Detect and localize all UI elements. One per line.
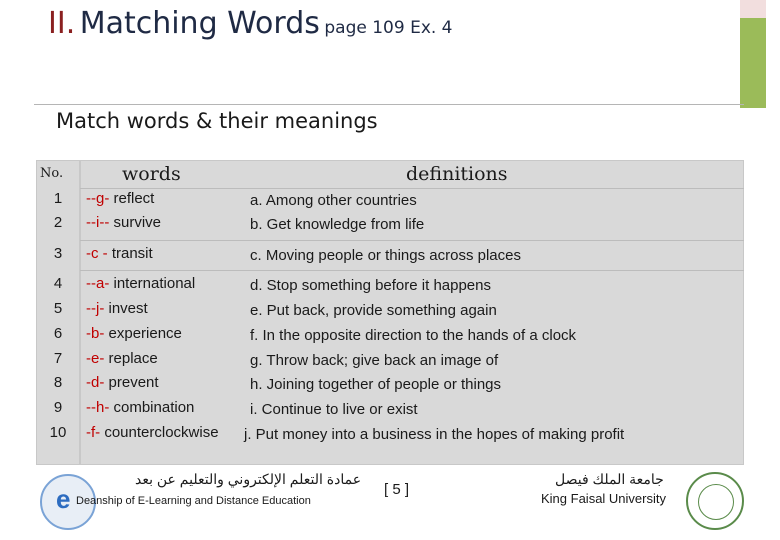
word-cell <box>86 245 153 262</box>
table-row <box>36 214 744 238</box>
elearning-logo-icon: e <box>40 474 96 530</box>
matching-table <box>36 160 744 465</box>
answer-letter: --h- <box>86 399 110 416</box>
header-no: No. <box>40 166 64 181</box>
definition-cell: f. In the opposite direction to the hands of a clock <box>250 327 577 344</box>
row-divider <box>80 240 744 241</box>
word-text: experience <box>104 325 182 342</box>
answer-letter: -c - <box>86 245 108 262</box>
answer-letter: -e- <box>86 350 105 367</box>
university-seal-icon <box>686 472 744 530</box>
table-row <box>36 374 744 398</box>
title-page-ref: page 109 Ex. 4 <box>324 18 453 38</box>
word-cell <box>86 350 158 367</box>
word-text: prevent <box>104 374 159 391</box>
deanship-english: Deanship of E-Learning and Distance Education <box>76 495 311 507</box>
word-cell <box>86 300 148 317</box>
word-cell <box>86 214 161 231</box>
word-text: reflect <box>109 190 155 207</box>
row-divider <box>80 270 744 271</box>
answer-letter: --a- <box>86 275 110 292</box>
table-row <box>36 190 744 214</box>
instructions-text: Match words & their meanings <box>56 109 378 133</box>
row-number: 1 <box>53 190 63 207</box>
table-row <box>36 245 744 269</box>
definition-cell: c. Moving people or things across places <box>250 247 521 264</box>
word-cell <box>86 325 182 342</box>
word-text: transit <box>107 245 153 262</box>
page-number: [ 5 ] <box>384 481 410 498</box>
row-number: 4 <box>53 275 63 292</box>
title-text: Matching Words <box>79 6 320 41</box>
table-row <box>36 399 744 423</box>
row-number: 7 <box>53 350 63 367</box>
word-cell <box>86 374 159 391</box>
word-cell <box>86 190 154 207</box>
row-number: 3 <box>53 245 63 262</box>
row-number: 5 <box>53 300 63 317</box>
word-text: survive <box>109 214 162 231</box>
row-number: 10 <box>49 424 67 441</box>
accent-bar-top <box>740 0 766 18</box>
university-arabic: جامعة الملك فيصل <box>555 471 664 487</box>
deanship-arabic: عمادة التعلم الإلكتروني والتعليم عن بعد <box>135 471 362 487</box>
table-row <box>36 275 744 299</box>
footer <box>0 468 780 540</box>
title-divider <box>34 104 744 105</box>
row-number: 6 <box>53 325 63 342</box>
definition-cell: a. Among other countries <box>250 192 417 209</box>
table-row <box>36 350 744 374</box>
table-row <box>36 300 744 324</box>
word-cell <box>86 275 195 292</box>
answer-letter: --g- <box>86 190 110 207</box>
word-cell <box>86 424 219 441</box>
university-english: King Faisal University <box>541 491 666 506</box>
definition-cell: g. Throw back; give back an image of <box>250 352 499 369</box>
word-text: counterclockwise <box>100 424 219 441</box>
row-divider <box>80 188 744 189</box>
header-words: words <box>122 163 181 185</box>
row-number: 9 <box>53 399 63 416</box>
row-number: 2 <box>53 214 63 231</box>
header-definitions: definitions <box>406 163 508 185</box>
word-text: invest <box>104 300 148 317</box>
row-number: 8 <box>53 374 63 391</box>
answer-letter: -f- <box>86 424 101 441</box>
word-text: replace <box>104 350 158 367</box>
table-row <box>36 424 744 464</box>
word-text: combination <box>109 399 195 416</box>
answer-letter: --i-- <box>86 214 110 231</box>
answer-letter: --j- <box>86 300 105 317</box>
section-numeral: II. <box>48 6 76 41</box>
word-cell <box>86 399 194 416</box>
definition-cell: j. Put money into a business in the hopes of making profit <box>244 426 625 443</box>
answer-letter: -b- <box>86 325 105 342</box>
definition-cell: b. Get knowledge from life <box>250 216 425 233</box>
answer-letter: -d- <box>86 374 105 391</box>
definition-cell: d. Stop something before it happens <box>250 277 491 294</box>
word-text: international <box>109 275 196 292</box>
definition-cell: h. Joining together of people or things <box>250 376 502 393</box>
slide-title <box>48 6 453 41</box>
definition-cell: e. Put back, provide something again <box>250 302 497 319</box>
table-row <box>36 325 744 349</box>
definition-cell: i. Continue to live or exist <box>250 401 418 418</box>
